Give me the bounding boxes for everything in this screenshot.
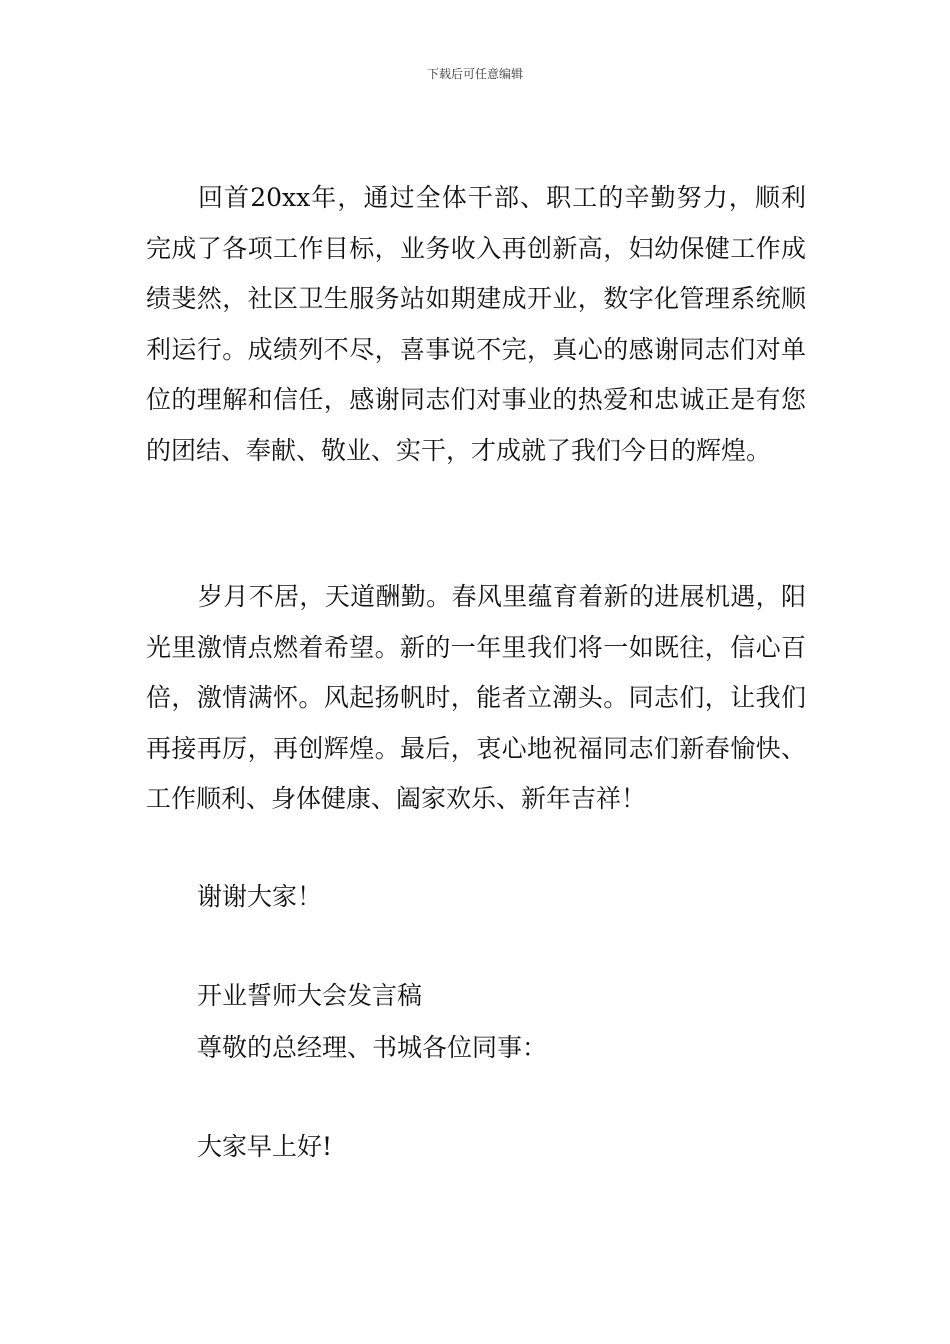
page-header-note: 下载后可任意编辑 [426,67,523,81]
speech-title: 开业誓师大会发言稿 [197,981,423,1010]
salutation-line: 尊敬的总经理、书城各位同事： [197,1033,548,1062]
thanks-line: 谢谢大家！ [197,882,323,911]
greeting-line: 大家早上好! [197,1132,333,1161]
paragraph-review: 回首20xx年，通过全体干部、职工的辛勤努力，顺利完成了各项工作目标，业务收入再创新高，妇幼保健工作成绩斐然，社区卫生服务站如期建成开业，数字化管理系统顺利运行。成绩列不尽，喜事说不完，真心的感谢同志们对单位的理解和信任，感谢同志们对事业的热爱和忠诚正是有您的团结、奉献、敬业、实干，才成就了我们今日的辉煌。 [146,183,806,465]
paragraph-blessing: 岁月不居，天道酬勤。春风里蕴育着新的进展机遇，阳光里激情点燃着希望。新的一年里我们将一如既往，信心百倍，激情满怀。风起扬帆时，能者立潮头。同志们，让我们再接再厉，再创辉煌。最后，衷心地祝福同志们新春愉快、工作顺利、身体健康、阖家欢乐、新年吉祥！ [146,582,806,814]
